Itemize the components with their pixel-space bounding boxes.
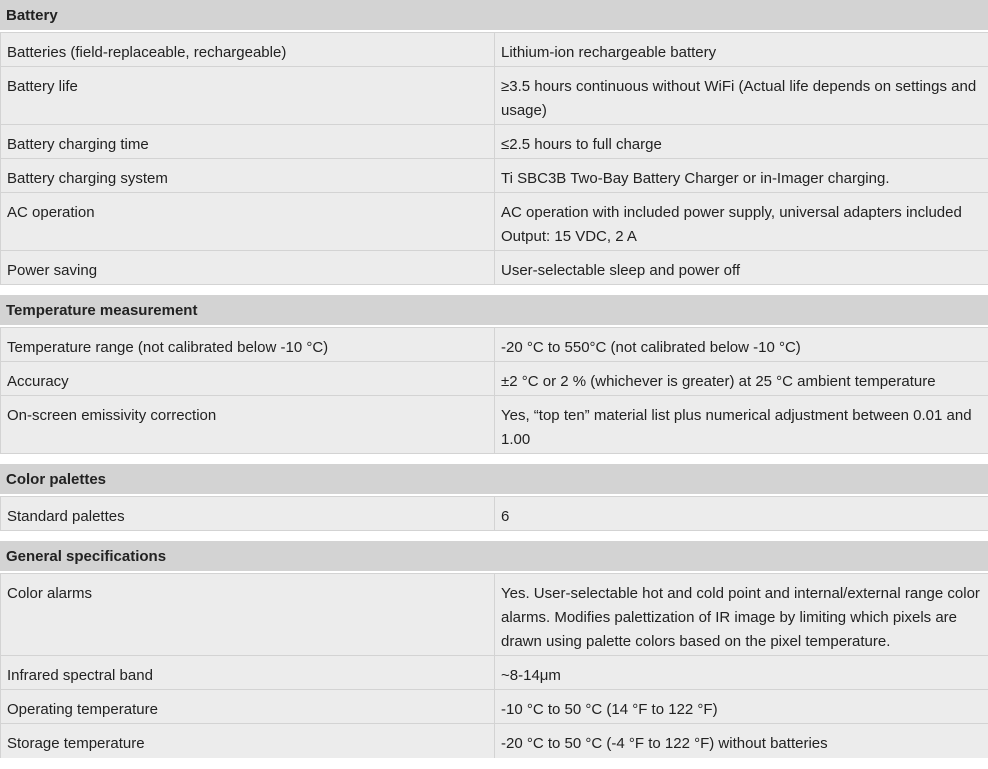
table-row — [1, 251, 988, 285]
spec-label: Accuracy — [1, 362, 495, 396]
table-row — [1, 159, 988, 193]
spec-value: AC operation with included power supply, universal adapters included Output: 15 VDC, 2 A — [495, 193, 988, 251]
table-row — [1, 396, 988, 454]
section-general-specifications — [0, 541, 988, 758]
table-row — [1, 193, 988, 251]
spec-value: ~8-14μm — [495, 656, 988, 690]
section-color-palettes — [0, 464, 988, 531]
table-row — [1, 125, 988, 159]
spec-value: Yes. User-selectable hot and cold point and internal/external range color alarms. Modifies palettization of IR image by limiting which pixels are drawn using palette colors based on the pixel temperature. — [495, 574, 988, 656]
spec-value: -10 °C to 50 °C (14 °F to 122 °F) — [495, 690, 988, 724]
spec-table — [0, 496, 988, 531]
spec-label: Infrared spectral band — [1, 656, 495, 690]
spec-value: -20 °C to 550°C (not calibrated below -10 °C) — [495, 328, 988, 362]
section-title: Color palettes — [0, 464, 988, 496]
spec-value: ≤2.5 hours to full charge — [495, 125, 988, 159]
table-row — [1, 724, 988, 758]
spec-value: Ti SBC3B Two-Bay Battery Charger or in-Imager charging. — [495, 159, 988, 193]
table-row — [1, 328, 988, 362]
spec-label: Temperature range (not calibrated below -10 °C) — [1, 328, 495, 362]
table-row — [1, 497, 988, 531]
table-row — [1, 690, 988, 724]
table-row — [1, 656, 988, 690]
spec-label: Standard palettes — [1, 497, 495, 531]
section-title: General specifications — [0, 541, 988, 573]
spec-value: Yes, “top ten” material list plus numerical adjustment between 0.01 and 1.00 — [495, 396, 988, 454]
table-row — [1, 362, 988, 396]
table-row — [1, 33, 988, 67]
spec-label: Color alarms — [1, 574, 495, 656]
section-title: Temperature measurement — [0, 295, 988, 327]
spec-value: ±2 °C or 2 % (whichever is greater) at 25 °C ambient temperature — [495, 362, 988, 396]
spec-table — [0, 32, 988, 285]
spec-label: Battery life — [1, 67, 495, 125]
section-title: Battery — [0, 0, 988, 32]
spec-label: Battery charging time — [1, 125, 495, 159]
section-temperature-measurement — [0, 295, 988, 454]
spec-label: Batteries (field-replaceable, rechargeable) — [1, 33, 495, 67]
spec-label: Power saving — [1, 251, 495, 285]
spec-label: On-screen emissivity correction — [1, 396, 495, 454]
table-row — [1, 574, 988, 656]
section-battery — [0, 0, 988, 285]
spec-label: AC operation — [1, 193, 495, 251]
spec-table — [0, 327, 988, 454]
spec-label: Storage temperature — [1, 724, 495, 758]
spec-table — [0, 573, 988, 758]
spec-value: ≥3.5 hours continuous without WiFi (Actual life depends on settings and usage) — [495, 67, 988, 125]
spec-value: Lithium-ion rechargeable battery — [495, 33, 988, 67]
spec-label: Battery charging system — [1, 159, 495, 193]
spec-value: 6 — [495, 497, 988, 531]
spec-value: -20 °C to 50 °C (-4 °F to 122 °F) without batteries — [495, 724, 988, 758]
spec-label: Operating temperature — [1, 690, 495, 724]
table-row — [1, 67, 988, 125]
spec-value: User-selectable sleep and power off — [495, 251, 988, 285]
